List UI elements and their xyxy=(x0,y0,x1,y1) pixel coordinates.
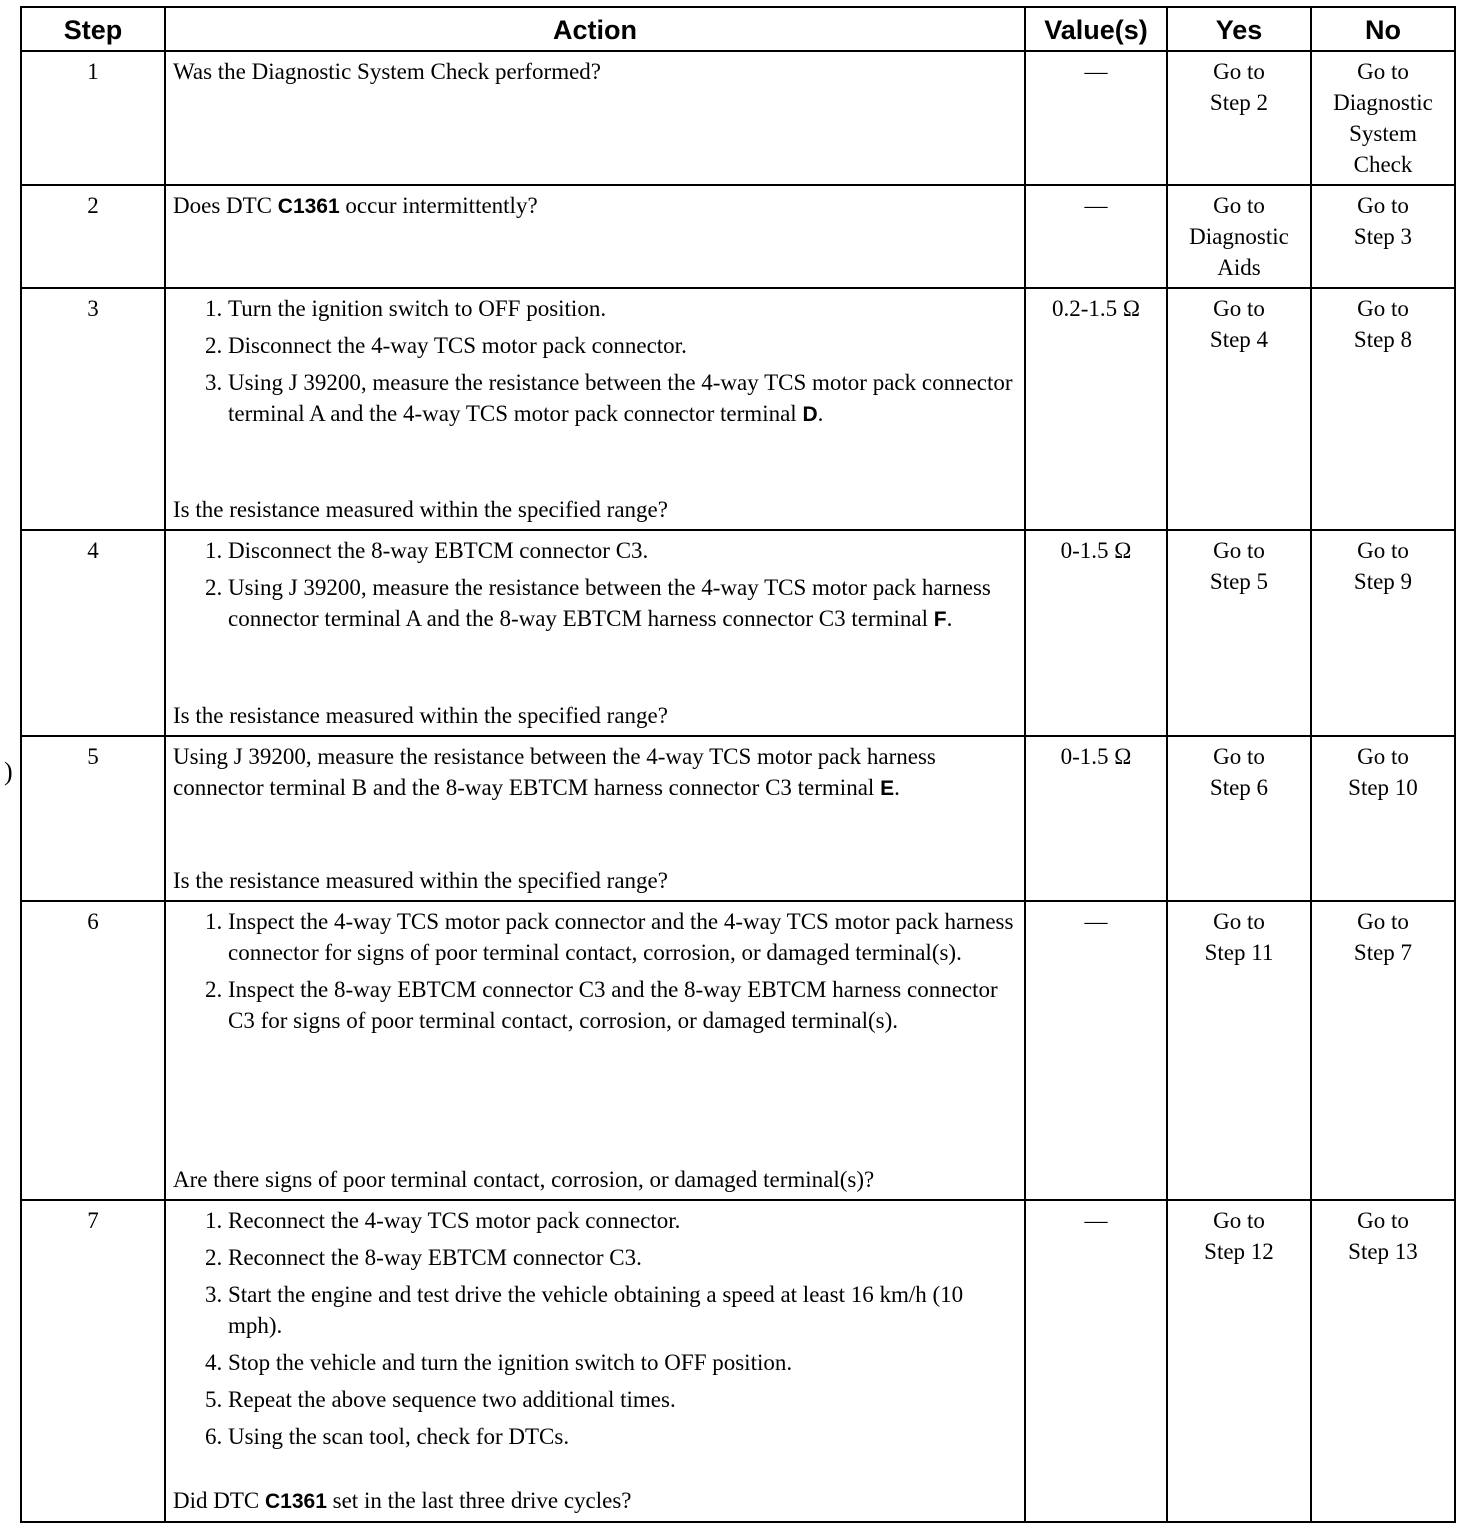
yes-line: Step 2 xyxy=(1209,90,1269,115)
value-cell: 0-1.5 Ω xyxy=(1025,530,1167,736)
question-text: Did DTC xyxy=(173,1488,265,1513)
no-line: Go to xyxy=(1357,193,1409,218)
yes-line: Step 5 xyxy=(1209,569,1269,594)
yes-line: Step 11 xyxy=(1204,940,1274,965)
action-step-list xyxy=(173,535,1017,635)
step-item-text: Using J 39200, measure the resistance between the 4-way TCS motor pack harness connector terminal A and the 8-way EBTCM harness connector C3 terminal xyxy=(228,575,991,631)
no-cell xyxy=(1311,901,1455,1200)
margin-mark: ) xyxy=(4,757,13,786)
no-cell xyxy=(1311,51,1455,185)
action-cell xyxy=(165,901,1025,1200)
question-text: Does DTC xyxy=(173,193,278,218)
action-step-item xyxy=(228,293,1017,324)
value-cell: — xyxy=(1025,51,1167,185)
yes-cell xyxy=(1167,530,1311,736)
action-cell xyxy=(165,185,1025,288)
step-cell: 6 xyxy=(21,901,165,1200)
action-content xyxy=(173,1205,1017,1517)
no-cell xyxy=(1311,736,1455,901)
yes-line: Step 6 xyxy=(1209,775,1269,800)
action-content xyxy=(173,293,1017,525)
action-step-item xyxy=(228,974,1017,1036)
yes-line: Go to xyxy=(1213,538,1265,563)
step-cell: 2 xyxy=(21,185,165,288)
table-row xyxy=(21,530,1455,736)
table-row xyxy=(21,901,1455,1200)
no-line: Go to xyxy=(1357,744,1409,769)
action-step-item xyxy=(228,1384,1017,1415)
yes-line: Go to xyxy=(1213,59,1265,84)
action-content xyxy=(173,56,1017,179)
yes-line: Go to xyxy=(1213,909,1265,934)
no-line: Diagnostic xyxy=(1333,90,1433,115)
step-item-bold-text: D xyxy=(802,403,818,426)
action-step-list xyxy=(173,1205,1017,1452)
action-step-item xyxy=(228,330,1017,361)
action-step-item xyxy=(228,906,1017,968)
no-cell xyxy=(1311,1200,1455,1522)
no-line: Go to xyxy=(1357,538,1409,563)
yes-cell xyxy=(1167,185,1311,288)
step-item-text: Start the engine and test drive the vehicle obtaining a speed at least 16 km/h (10 mph). xyxy=(228,1282,964,1338)
intro-text: . xyxy=(894,775,900,800)
diagnostic-table xyxy=(20,6,1456,1523)
step-cell: 5 xyxy=(21,736,165,901)
header-row xyxy=(21,7,1455,51)
step-cell: 1 xyxy=(21,51,165,185)
action-instructions xyxy=(173,293,1017,436)
step-item-text: Disconnect the 4-way TCS motor pack connector. xyxy=(228,333,687,358)
no-line: Go to xyxy=(1357,296,1409,321)
yes-line: Go to xyxy=(1213,744,1265,769)
action-instructions xyxy=(173,906,1017,1042)
yes-line: Step 12 xyxy=(1204,1239,1274,1264)
no-line: Step 10 xyxy=(1348,775,1418,800)
action-instructions xyxy=(173,535,1017,641)
action-cell xyxy=(165,51,1025,185)
yes-cell xyxy=(1167,1200,1311,1522)
action-step-item xyxy=(228,1279,1017,1341)
action-question xyxy=(173,1164,1017,1195)
action-content xyxy=(173,190,1017,283)
action-step-list xyxy=(173,293,1017,430)
question-text: Is the resistance measured within the specified range? xyxy=(173,703,668,728)
no-cell xyxy=(1311,288,1455,530)
no-line: Step 13 xyxy=(1348,1239,1418,1264)
header-action: Action xyxy=(165,7,1025,51)
action-cell xyxy=(165,1200,1025,1522)
question-bold-text: C1361 xyxy=(277,195,340,218)
step-item-text: Repeat the above sequence two additional times. xyxy=(228,1387,676,1412)
question-text: Was the Diagnostic System Check performed? xyxy=(173,59,602,84)
yes-cell xyxy=(1167,901,1311,1200)
no-cell xyxy=(1311,185,1455,288)
question-text: set in the last three drive cycles? xyxy=(326,1488,632,1513)
value-cell: — xyxy=(1025,1200,1167,1522)
table-row xyxy=(21,51,1455,185)
no-line: Step 7 xyxy=(1353,940,1413,965)
value-cell: — xyxy=(1025,185,1167,288)
no-cell xyxy=(1311,530,1455,736)
table-row xyxy=(21,185,1455,288)
action-question xyxy=(173,56,1017,87)
yes-cell xyxy=(1167,288,1311,530)
action-step-list xyxy=(173,906,1017,1036)
yes-line: Aids xyxy=(1217,255,1261,280)
question-bold-text: C1361 xyxy=(265,1490,327,1513)
step-cell: 4 xyxy=(21,530,165,736)
action-intro xyxy=(173,741,1017,804)
action-step-item xyxy=(228,1347,1017,1378)
no-line: Step 9 xyxy=(1353,569,1413,594)
no-line: Step 8 xyxy=(1353,327,1413,352)
question-text: Are there signs of poor terminal contact, corrosion, or damaged terminal(s)? xyxy=(173,1167,875,1192)
action-question xyxy=(173,1485,1017,1517)
action-step-item xyxy=(228,572,1017,635)
question-text: Is the resistance measured within the specified range? xyxy=(173,868,668,893)
action-cell xyxy=(165,530,1025,736)
step-item-text: Reconnect the 8-way EBTCM connector C3. xyxy=(228,1245,642,1270)
table-body xyxy=(21,51,1455,1522)
intro-text: Using J 39200, measure the resistance between the 4-way TCS motor pack harness connector terminal B and the 8-way EBTCM harness connector C3 terminal xyxy=(173,744,936,800)
no-line: Check xyxy=(1353,152,1413,177)
table-row xyxy=(21,1200,1455,1522)
action-instructions xyxy=(173,1205,1017,1458)
action-content xyxy=(173,906,1017,1195)
action-step-item xyxy=(228,1421,1017,1452)
action-step-item xyxy=(228,1242,1017,1273)
step-cell: 3 xyxy=(21,288,165,530)
action-content xyxy=(173,535,1017,731)
header-yes: Yes xyxy=(1167,7,1311,51)
yes-cell xyxy=(1167,51,1311,185)
action-question xyxy=(173,700,1017,731)
header-values: Value(s) xyxy=(1025,7,1167,51)
step-item-text: Disconnect the 8-way EBTCM connector C3. xyxy=(228,538,649,563)
step-item-bold-text: F xyxy=(933,608,947,631)
action-step-item xyxy=(228,535,1017,566)
no-line: Step 3 xyxy=(1353,224,1413,249)
step-item-text: Inspect the 8-way EBTCM connector C3 and the 8-way EBTCM harness connector C3 for signs of poor terminal contact, corrosion, or damaged terminal(s). xyxy=(228,977,998,1033)
value-cell: 0.2-1.5 Ω xyxy=(1025,288,1167,530)
yes-cell xyxy=(1167,736,1311,901)
no-line: Go to xyxy=(1357,909,1409,934)
question-text: occur intermittently? xyxy=(339,193,538,218)
yes-line: Go to xyxy=(1213,296,1265,321)
step-cell: 7 xyxy=(21,1200,165,1522)
action-question xyxy=(173,190,1017,222)
action-cell xyxy=(165,736,1025,901)
table-row xyxy=(21,288,1455,530)
yes-line: Go to xyxy=(1213,193,1265,218)
intro-bold-text: E xyxy=(880,777,895,800)
step-item-text: Reconnect the 4-way TCS motor pack connector. xyxy=(228,1208,681,1233)
step-item-text: . xyxy=(817,401,824,426)
yes-line: Go to xyxy=(1213,1208,1265,1233)
action-step-item xyxy=(228,1205,1017,1236)
action-instructions xyxy=(173,741,1017,804)
step-item-text: Stop the vehicle and turn the ignition switch to OFF position. xyxy=(228,1350,793,1375)
no-line: Go to xyxy=(1357,59,1409,84)
no-line: System xyxy=(1349,121,1417,146)
header-step: Step xyxy=(21,7,165,51)
value-cell: — xyxy=(1025,901,1167,1200)
action-content xyxy=(173,741,1017,896)
question-text: Is the resistance measured within the specified range? xyxy=(173,497,668,522)
header-no: No xyxy=(1311,7,1455,51)
action-question xyxy=(173,494,1017,525)
yes-line: Diagnostic xyxy=(1189,224,1289,249)
step-item-text: Using the scan tool, check for DTCs. xyxy=(228,1424,570,1449)
table-row xyxy=(21,736,1455,901)
no-line: Go to xyxy=(1357,1208,1409,1233)
action-step-item xyxy=(228,367,1017,430)
action-question xyxy=(173,865,1017,896)
value-cell: 0-1.5 Ω xyxy=(1025,736,1167,901)
step-item-text: Using J 39200, measure the resistance between the 4-way TCS motor pack connector terminal A and the 4-way TCS motor pack connector terminal xyxy=(228,370,1013,426)
step-item-text: Turn the ignition switch to OFF position. xyxy=(228,296,607,321)
action-cell xyxy=(165,288,1025,530)
step-item-text: . xyxy=(946,606,953,631)
step-item-text: Inspect the 4-way TCS motor pack connector and the 4-way TCS motor pack harness connector for signs of poor terminal contact, corrosion, or damaged terminal(s). xyxy=(228,909,1014,965)
yes-line: Step 4 xyxy=(1209,327,1269,352)
